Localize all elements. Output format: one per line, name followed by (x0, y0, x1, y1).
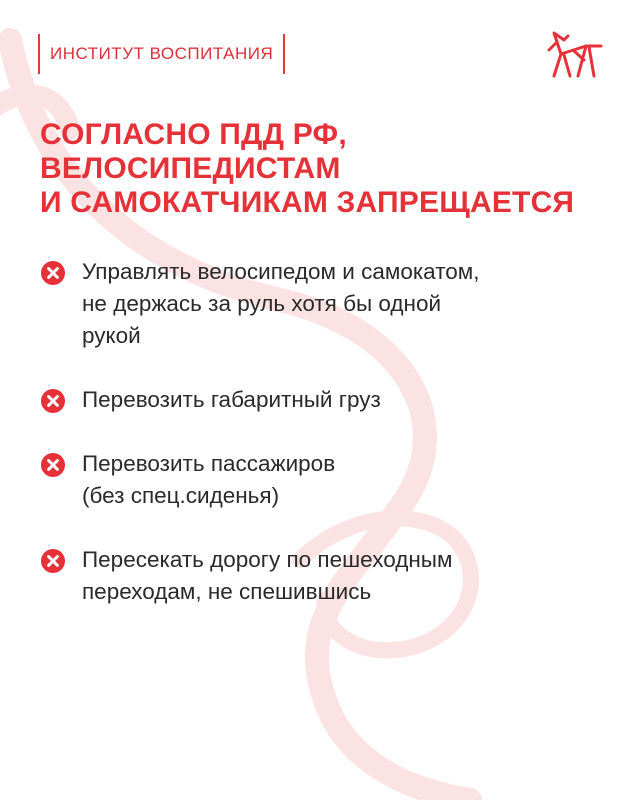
rule-line: Пересекать дорогу по пешеходным (82, 547, 453, 572)
rule-text (82, 544, 452, 608)
header-bracket-right (283, 34, 285, 74)
rule-line: Управлять велосипедом и самокатом, (82, 259, 480, 284)
rule-text (82, 448, 335, 512)
org-name: ИНСТИТУТ ВОСПИТАНИЯ (50, 44, 274, 63)
rule-line: Перевозить пассажиров (82, 451, 336, 476)
rule-line: рукой (82, 323, 141, 348)
title-line: И САМОКАТЧИКАМ ЗАПРЕЩАЕТСЯ (40, 186, 575, 219)
rule-text (82, 256, 479, 352)
horse-logo-icon (546, 30, 604, 82)
rule-line: Перевозить габаритный груз (82, 387, 381, 412)
x-circle-icon (40, 548, 66, 574)
title-line: ВЕЛОСИПЕДИСТАМ (40, 152, 341, 185)
x-circle-icon (40, 452, 66, 478)
list-item (40, 256, 600, 352)
list-item (40, 384, 600, 416)
rule-line: (без спец.сиденья) (82, 483, 280, 508)
list-item (40, 544, 600, 608)
header (38, 34, 285, 74)
title-line: СОГЛАСНО ПДД РФ, (40, 118, 347, 151)
x-circle-icon (40, 260, 66, 286)
prohibition-list (40, 256, 600, 640)
rule-line: переходам, не спешившись (82, 579, 372, 604)
page-title (40, 118, 610, 220)
list-item (40, 448, 600, 512)
x-circle-icon (40, 388, 66, 414)
rule-text (82, 384, 381, 416)
rule-line: не держась за руль хотя бы одной (82, 291, 442, 316)
